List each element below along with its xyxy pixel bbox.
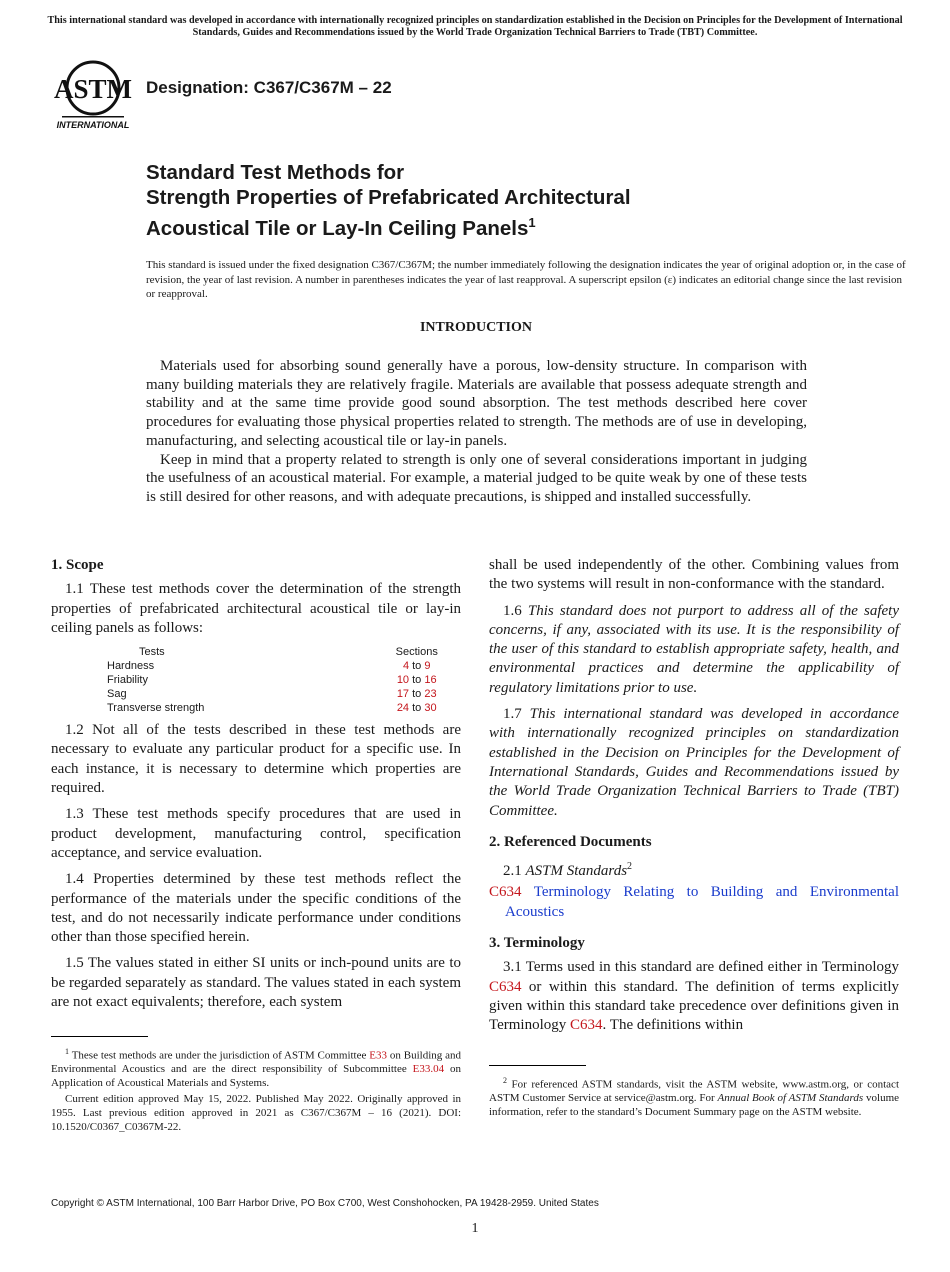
introduction-paragraph: Keep in mind that a property related to strength is only one of several considerations important in judging the usefulness of an acoustical material. For example, a material judged to be quite weak by one of these tests is still desired for other reasons, and with adequate precautions, is shipped and installed successfully. xyxy=(146,451,807,505)
ref-code-link[interactable]: C634 xyxy=(489,884,522,901)
title-line-1: Standard Test Methods for xyxy=(146,161,405,184)
committee-link[interactable]: E33 xyxy=(369,1049,387,1062)
section-heading-referenced-documents: 2. Referenced Documents xyxy=(489,833,652,850)
paragraph-1-7: 1.7 This international standard was developed in accordance with internationally recognized principles on standardization established in the Decision on Principles for the Development of International Standards, Guides and Recommendations issued by the World Trade Organization Technical Barriers to Trade (TBT) Committee. xyxy=(489,706,900,819)
table-row: Hardness 4 to 9 xyxy=(107,660,431,673)
section-link[interactable]: 16 xyxy=(424,674,437,687)
header-note: This international standard was developed in accordance with internationally recognized principles on standardization established in the Decision on Principles for the Development of International Standards, Guides and Recommendations issued by the World Trade Organization Technical Barriers to Trade (TBT) Committee. xyxy=(47,15,903,38)
tests-column-header: Tests xyxy=(139,646,165,659)
paragraph-1-4: 1.4 Properties determined by these test methods reflect the performance of the materials under the specific conditions of the test, and do not necessarily indicate performance under conditions other than those specified herein. xyxy=(51,871,461,946)
section-link[interactable]: 4 xyxy=(402,660,410,673)
referenced-standard-entry xyxy=(489,883,899,922)
edition-note: Current edition approved May 15, 2022. Published May 2022. Originally approved in 1955. Last previous edition approved in 2021 as C367/C367M – 16 (2021). DOI: 10.1520/C0367_C0367M-22. xyxy=(51,1093,461,1133)
footnote-rule xyxy=(489,1065,586,1066)
paragraph-1-5: 1.5 The values stated in either SI units or inch-pound units are to be regarded separately as standard. The values stated in each system are not exact equivalents; therefore, each system xyxy=(51,955,461,1011)
terminology-link[interactable]: C634 xyxy=(489,978,522,995)
ref-title-link[interactable]: Terminology Relating to Building and Environmental Acoustics xyxy=(505,884,899,920)
title-line-2: Strength Properties of Prefabricated Architectural xyxy=(146,186,631,209)
table-row: Transverse strength 24 to 30 xyxy=(107,702,437,715)
paragraph-1-3: 1.3 These test methods specify procedures that are used in product development, manufacturing control, specification acceptance, and service evaluation. xyxy=(51,806,461,861)
section-link[interactable]: 9 xyxy=(424,660,431,673)
footnote-rule xyxy=(51,1036,148,1037)
paragraph-1-1: 1.1 These test methods cover the determination of the strength properties of prefabricated architectural acoustical tile or lay-in ceiling panels as follows: xyxy=(51,581,461,636)
issued-note: This standard is issued under the fixed designation C367/C367M; the number immediately following the designation indicates the year of original adoption or, in the case of revision, the year of last revision. A number in parentheses indicates the year of last reapproval. A superscript epsilon (ε) indicates an editorial change since the last revision or reapproval. xyxy=(146,259,906,300)
title-footnote-ref[interactable]: 1 xyxy=(528,215,536,230)
astm-logo-icon xyxy=(52,58,134,132)
page-number: 1 xyxy=(471,1221,479,1236)
section-link[interactable]: 24 xyxy=(396,702,410,715)
logo-subtext: INTERNATIONAL xyxy=(56,120,130,130)
introduction-paragraph: Materials used for absorbing sound generally have a porous, low-density structure. In comparison with many building materials they are relatively fragile. Materials are available that possess adequate strength and stability and at the same time provide good sound absorption. The test methods described here cover procedures for evaluating those physical properties related to strength. The methods are of use in developing, manufacturing, and selecting acoustical tile or lay-in panels. xyxy=(146,358,807,449)
left-column xyxy=(51,556,461,1019)
right-column xyxy=(489,556,899,1043)
section-link[interactable]: 23 xyxy=(424,688,437,701)
designation: Designation: C367/C367M – 22 xyxy=(146,78,392,97)
section-link[interactable]: 17 xyxy=(396,688,410,701)
paragraph-1-2: 1.2 Not all of the tests described in these test methods are necessary to evaluate any particular product for a specific use. In each instance, it is necessary to determine which properties are required. xyxy=(51,722,461,797)
table-row: Friability 10 to 16 xyxy=(107,674,437,687)
title-line-3: Acoustical Tile or Lay-In Ceiling Panels$^1$ xyxy=(146,215,536,240)
section-heading-terminology: 3. Terminology xyxy=(489,935,585,952)
introduction-heading: INTRODUCTION xyxy=(419,320,532,335)
tests-table xyxy=(107,645,461,715)
document-title xyxy=(146,160,631,241)
section-link[interactable]: 30 xyxy=(424,702,437,715)
footnote-ref-2[interactable]: 2 xyxy=(627,861,633,873)
logo-text: ASTM xyxy=(53,74,133,104)
astm-logo xyxy=(52,58,134,132)
subcommittee-link[interactable]: E33.04 xyxy=(412,1063,445,1076)
section-heading-scope: 1. Scope xyxy=(51,557,104,573)
introduction-body xyxy=(146,357,807,507)
sections-column-header: Sections xyxy=(395,646,438,659)
paragraph-2-1: 2.1 ASTM Standards$^2$ xyxy=(503,861,633,880)
footnote-2: $^2$ For referenced ASTM standards, visit the ASTM website, www.astm.org, or contact ASTM Customer Service at service@astm.org. For Annual Book of ASTM Standards volume information, refer to the standard’s Document Summary page on the ASTM website. xyxy=(489,1076,900,1119)
terminology-link[interactable]: C634 xyxy=(570,1017,603,1034)
copyright-notice: Copyright © ASTM International, 100 Barr Harbor Drive, PO Box C700, West Conshohocken, PA 19428-2959. United States xyxy=(51,1198,599,1209)
paragraph-1-6: 1.6 This standard does not purport to address all of the safety concerns, if any, associated with its use. It is the responsibility of the user of this standard to establish appropriate safety, health, and environmental practices and determine the applicability of regulatory limitations prior to use. xyxy=(489,602,900,696)
table-row: Sag 17 to 23 xyxy=(107,688,437,701)
paragraph-3-1: 3.1 Terms used in this standard are defined either in Terminology C634 or within this standard. The definition of terms explicitly given within this standard take precedence over definitions given in Terminology C634. The definitions within xyxy=(489,959,900,1034)
section-link[interactable]: 10 xyxy=(396,674,410,687)
footnote-1: $^1$ These test methods are under the jurisdiction of ASTM Committee E33 on Building and Environmental Acoustics and are the direct responsibility of Subcommittee E33.04 on Application of Acoustical Materials and Systems. Current edition approved May 15, 2022. Published May 2022. Originally approved in 1955. Last previous edition approved in 2021 as C367/C367M – 16 (2021). DOI: 10.1520/C0367_C0367M-22. xyxy=(51,1047,462,1133)
paragraph-1-5-continued: shall be used independently of the other. Combining values from the two systems will result in non-conformance with the standard. xyxy=(489,557,899,593)
